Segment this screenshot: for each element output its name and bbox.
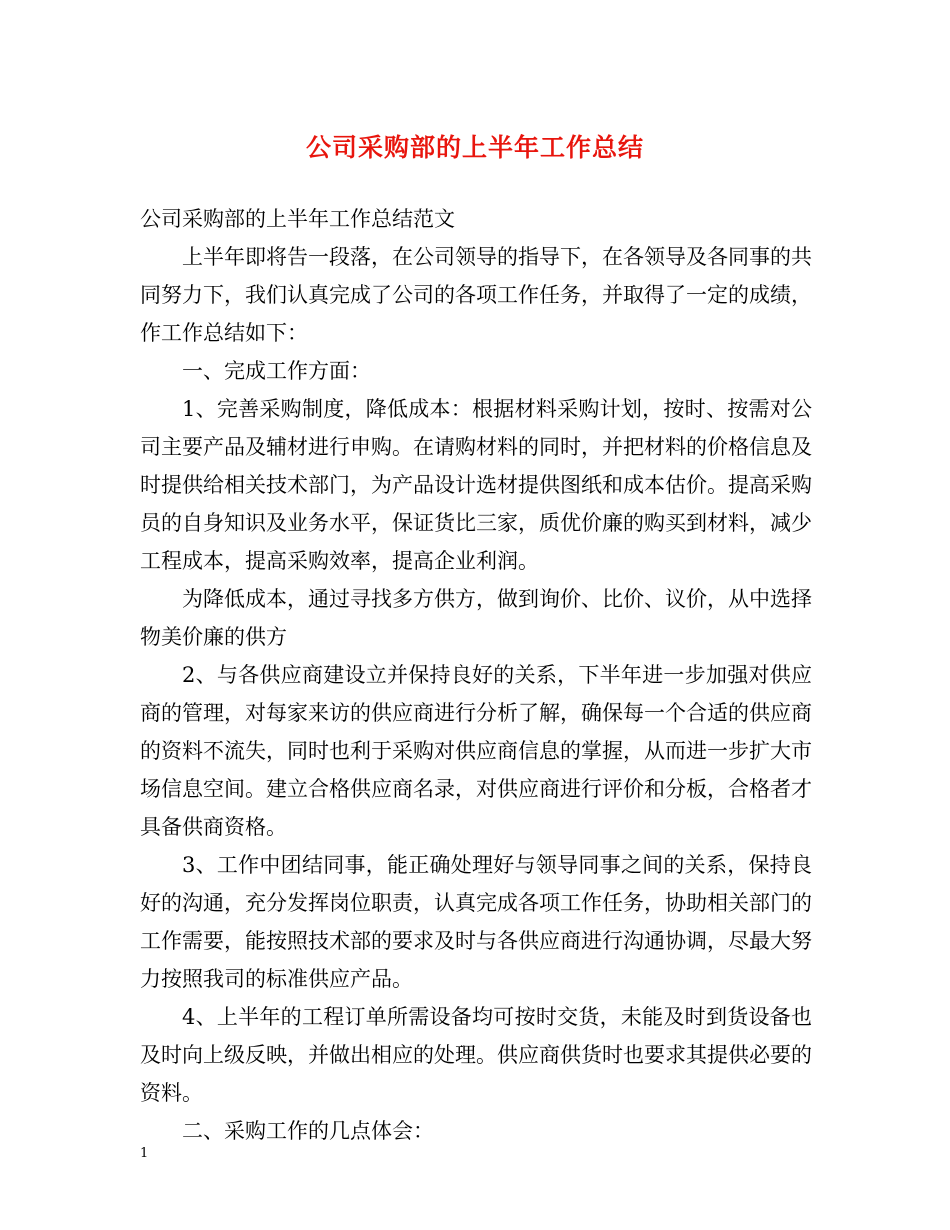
section-heading-2: 二、采购工作的几点体会： (182, 1119, 434, 1143)
document-body (140, 200, 812, 1150)
page-number: 1 (140, 1146, 149, 1161)
paragraph-item-1: 1、完善采购制度，降低成本：根据材料采购计划，按时、按需对公司主要产品及辅材进行申购。在请购材料的同时，并把材料的价格信息及时提供给相关技术部门，为产品设计选材提供图纸和成本估价。提高采购员的自身知识及业务水平，保证货比三家，质优价廉的购买到材料，减少工程成本，提高采购效率，提高企业利润。 (140, 397, 812, 573)
paragraph-cost-reduction: 为降低成本，通过寻找多方供方，做到询价、比价、议价，从中选择物美价廉的供方 (140, 587, 812, 649)
paragraph-item-4: 4、上半年的工程订单所需设备均可按时交货，未能及时到货设备也及时向上级反映，并做出相应的处理。供应商供货时也要求其提供必要的资料。 (140, 1005, 812, 1105)
paragraph-item-3: 3、工作中团结同事，能正确处理好与领导同事之间的关系，保持良好的沟通，充分发挥岗位职责，认真完成各项工作任务，协助相关部门的工作需要，能按照技术部的要求及时与各供应商进行沟通协调，尽最大努力按照我司的标准供应产品。 (140, 853, 812, 991)
document-title: 公司采购部的上半年工作总结 (305, 133, 644, 162)
section-heading-1: 一、完成工作方面： (182, 359, 371, 383)
paragraph-item-2: 2、与各供应商建设立并保持良好的关系，下半年进一步加强对供应商的管理，对每家来访的供应商进行分析了解，确保每一个合适的供应商的资料不流失，同时也利于采购对供应商信息的掌握，从而进一步扩大市场信息空间。建立合格供应商名录，对供应商进行评价和分板，合格者才具备供商资格。 (140, 663, 812, 839)
document-subtitle: 公司采购部的上半年工作总结范文 (140, 207, 455, 231)
paragraph-intro: 上半年即将告一段落，在公司领导的指导下，在各领导及各同事的共同努力下，我们认真完成了公司的各项工作任务，并取得了一定的成绩，作工作总结如下： (140, 245, 812, 345)
